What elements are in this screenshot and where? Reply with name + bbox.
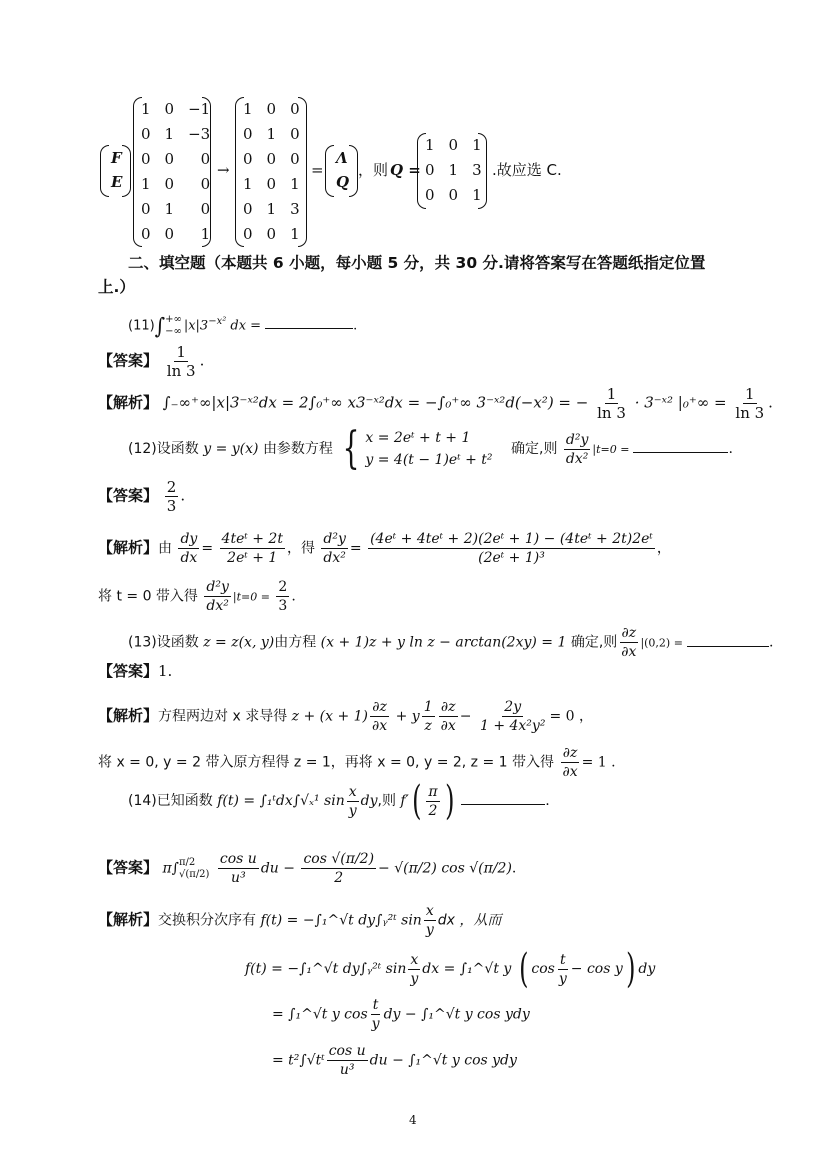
- q13-line2-den: ∂x: [562, 764, 578, 780]
- q11-solution: [98, 385, 773, 422]
- q14-line2-frac: [370, 996, 382, 1033]
- q14-sol-num: x: [425, 903, 434, 919]
- q11-integrand: |x|3: [183, 318, 209, 334]
- q-matrix-cell: 1: [472, 185, 482, 204]
- q12-d2-num: d²y: [323, 531, 346, 547]
- q12-dydx-den: dx: [180, 550, 198, 566]
- q12-sub-result: [276, 578, 289, 615]
- analysis-label: 【解析】: [98, 538, 159, 557]
- right-matrix-cell: 1: [266, 199, 277, 218]
- q14-line3-den: u³: [339, 1062, 355, 1078]
- q13-solution: [98, 698, 593, 735]
- q11-solution-end: .: [768, 393, 773, 412]
- q13-sol-p3: [439, 698, 458, 735]
- right-matrix-cell: 0: [266, 174, 277, 193]
- q12-d2: [321, 530, 347, 567]
- q12-rhs1-den: 2eᵗ + 1: [227, 550, 278, 566]
- q14-ans-pi: π∫: [162, 860, 179, 877]
- fe-letter-bottom: E: [111, 173, 123, 191]
- q-matrix-cell: 0: [448, 135, 459, 154]
- q11-sol-final-den: ln 3: [735, 404, 765, 422]
- right-matrix-cell: 0: [243, 224, 253, 243]
- q14-ans-up: π/2: [178, 856, 196, 868]
- q12-rhs1: [220, 530, 285, 567]
- left-matrix-cell: 0: [200, 174, 211, 193]
- left-matrix-cell: 0: [164, 174, 175, 193]
- right-matrix-cell: 0: [243, 199, 253, 218]
- analysis-label: 【解析】: [98, 706, 159, 725]
- left-paren-icon: (: [518, 946, 529, 992]
- q13-sol-p2: [422, 698, 435, 735]
- q13-sol-text: 方程两边对 x 求导得: [158, 708, 288, 725]
- q14-solution: [98, 902, 501, 939]
- q13-sol-p3-den: ∂x: [440, 718, 456, 734]
- q14-func: f(t) = ∫₁ᵗdx∫√ₓ¹ sin: [217, 793, 345, 809]
- q13-equation: (x + 1)z + y ln z − arctan(2xy) = 1: [320, 634, 567, 651]
- right-matrix-cell: 0: [243, 124, 253, 143]
- left-matrix-cell: 0: [141, 224, 151, 243]
- q11-answer-den: ln 3: [166, 362, 196, 380]
- q12-rhs1-num: 4teᵗ + 2t: [221, 531, 283, 547]
- q12-eval: |t=0 =: [592, 443, 630, 456]
- q11-end: .: [353, 318, 358, 334]
- q13-pd-num: ∂z: [621, 625, 637, 641]
- q13-eval: |(0,2) =: [640, 636, 683, 650]
- right-paren-icon: ): [444, 778, 455, 824]
- q11-sol-final-num: 1: [745, 385, 755, 403]
- q12-d2-den: dx²: [323, 550, 346, 566]
- q11-sol-frac-num: 1: [606, 385, 617, 403]
- q11-question: [128, 312, 357, 339]
- q14-sol-den: y: [425, 922, 434, 938]
- lambda-letter: Λ: [336, 149, 348, 167]
- analysis-label: 【解析】: [98, 393, 159, 412]
- q14-frac: [347, 783, 359, 820]
- q12-answer-num: 2: [166, 478, 177, 496]
- conclusion-text: .故应选 C.: [492, 161, 562, 179]
- q-matrix-cell: 1: [472, 135, 482, 154]
- right-matrix-cell: 1: [243, 99, 253, 118]
- q12-eq2: y = 4(t − 1)eᵗ + t²: [365, 452, 493, 468]
- q-matrix-cell: 3: [472, 160, 482, 179]
- left-matrix-cell: 0: [164, 99, 175, 118]
- q14-answer: [98, 850, 516, 887]
- q14-line1-tden: y: [558, 970, 567, 987]
- q12-end: .: [728, 441, 733, 457]
- q12-number: (12): [128, 441, 157, 457]
- q12-dydx-num: dy: [180, 531, 198, 547]
- q13-line2-num: ∂z: [562, 745, 578, 761]
- q14-line1-frac: [408, 951, 420, 988]
- q14-text2: ,则: [377, 793, 396, 809]
- q-label: Q =: [390, 161, 421, 179]
- q12-rhs2: [368, 530, 655, 567]
- left-matrix-cell: 0: [141, 199, 151, 218]
- q12-eq: =: [201, 540, 214, 557]
- q13-sol-p3-num: ∂z: [440, 699, 456, 715]
- q-matrix-cell: 1: [425, 135, 435, 154]
- q14-line1-a: f(t) = −∫₁^√t dy∫ᵧ²ᵗ sin: [245, 961, 407, 977]
- q14-ans-limits: [179, 857, 209, 881]
- q11-solution-expr: ∫₋∞⁺∞|x|3⁻ˣ²dx = 2∫₀⁺∞ x3⁻ˣ²dx = −∫₀⁺∞ 3⁻ˣ²d(−x²) = −: [162, 393, 589, 412]
- q14-sol-expr: f(t) = −∫₁^√t dy∫ᵧ²ᵗ sin: [260, 912, 422, 929]
- right-matrix-cell: 1: [243, 174, 253, 193]
- q14-sol-frac: [424, 902, 436, 939]
- integral-sign-icon: ∫: [154, 312, 166, 340]
- q13-sol-p1-num: ∂z: [372, 699, 387, 715]
- q12-sub-text: 将 t = 0 带入得: [98, 588, 198, 605]
- left-matrix-cell: 0: [141, 124, 151, 143]
- q14-arg-num: π: [428, 783, 438, 800]
- q14-line3-b: du − ∫₁^√t y cos ydy: [369, 1052, 517, 1069]
- q13-sol-p4: [478, 698, 547, 735]
- q12-text2: 由参数方程: [262, 441, 333, 457]
- q14-line3-num: cos u: [328, 1043, 366, 1059]
- q12-question: [128, 423, 733, 474]
- q14-question: [128, 778, 550, 824]
- q14-dy: dy: [360, 793, 378, 809]
- q13-sol-p4-num: 2y: [504, 699, 522, 715]
- q14-text1: 已知函数: [156, 793, 213, 809]
- left-matrix-cell: 0: [200, 149, 211, 168]
- q12-eq2-sign: =: [349, 540, 362, 557]
- q12-substitution: [98, 578, 296, 615]
- left-matrix-cell: −1: [188, 99, 211, 118]
- answer-label: 【答案】: [98, 858, 159, 877]
- q12-sub-res-num: 2: [278, 579, 288, 595]
- right-matrix-cell: 1: [266, 124, 277, 143]
- then-text: ，则: [358, 161, 389, 179]
- q12-answer-end: .: [180, 486, 186, 505]
- q12-deriv-num: d²y: [565, 431, 589, 448]
- q13-text2: 由方程: [274, 634, 317, 651]
- q12-sub-end: .: [291, 588, 296, 605]
- q14-frac-num: x: [348, 783, 357, 800]
- q12-func: y = y(x): [203, 441, 259, 457]
- q14-ans-minus: −: [378, 860, 390, 877]
- q14-line1-tnum: t: [559, 951, 566, 968]
- q12-rhs2-num: (4eᵗ + 4teᵗ + 2)(2eᵗ + 1) − (4teᵗ + 2t)2eᵗ: [370, 531, 653, 547]
- right-matrix-cell: 0: [266, 99, 277, 118]
- q14-ans-end: .: [511, 860, 517, 877]
- q14-ans-f1-num: cos u: [219, 851, 257, 867]
- q14-line1-num: x: [410, 951, 419, 968]
- q13-sol-p1-den: ∂x: [372, 718, 388, 734]
- q-matrix-close-paren: [478, 133, 487, 209]
- q12-answer-fraction: [165, 478, 179, 515]
- q14-line1-tfrac: [557, 951, 569, 988]
- right-matrix-cell: 0: [266, 224, 277, 243]
- q14-ans-f2: [301, 850, 376, 887]
- q11-answer-num: 1: [176, 343, 186, 361]
- left-matrix-cell: 0: [200, 199, 211, 218]
- q14-arg: [426, 783, 439, 820]
- q14-ans-f1: [218, 850, 259, 887]
- q13-pd: [619, 624, 638, 661]
- right-matrix: [236, 96, 307, 246]
- right-matrix-cell: 3: [290, 199, 300, 218]
- q13-text1: 设函数: [156, 634, 199, 651]
- right-matrix-cell: 1: [290, 224, 300, 243]
- q14-number: (14): [128, 793, 157, 809]
- right-matrix-cell: 0: [290, 99, 300, 118]
- q11-answer-blank: [265, 328, 353, 329]
- left-brace-icon: {: [342, 423, 360, 474]
- left-matrix-cell: 1: [141, 99, 151, 118]
- section-two-heading-line2: 上.）: [98, 278, 135, 296]
- q-label-letter: Q: [390, 161, 404, 179]
- q12-rhs2-den: (2eᵗ + 1)³: [478, 550, 545, 566]
- q14-sol-text: 交换积分次序有: [158, 912, 257, 929]
- q14-line3-a: = t²∫√tᵗ: [272, 1052, 325, 1069]
- lq-left-paren: [325, 145, 334, 197]
- q11-lower: −∞: [165, 325, 182, 337]
- left-matrix-cell: 1: [164, 199, 175, 218]
- right-matrix-cell: 0: [290, 124, 300, 143]
- q14-line1-den: y: [410, 970, 419, 987]
- q12-deriv: [564, 431, 590, 468]
- q14-derivation-line2: [272, 996, 530, 1033]
- q13-func: z = z(x, y): [203, 634, 275, 651]
- q13-sol-p2-num: 1: [423, 699, 433, 715]
- q11-limits: [165, 314, 182, 338]
- q12-sub-eval: |t=0 =: [232, 590, 270, 604]
- q13-sol-p1: [370, 698, 389, 735]
- q14-ans-f2-den: 2: [334, 870, 344, 886]
- q12-sub-res-den: 3: [278, 598, 288, 614]
- q14-arg-den: 2: [428, 802, 438, 819]
- right-paren-icon: ): [625, 946, 636, 992]
- left-matrix-cell: 0: [141, 149, 151, 168]
- q-matrix-cell: 0: [425, 185, 435, 204]
- q12-answer-blank: [633, 452, 728, 453]
- q-letter: Q: [336, 173, 350, 191]
- q11-sol-frac-den: ln 3: [597, 404, 626, 422]
- q14-ans-sqrt: √(π/2) cos √(π/2): [394, 860, 512, 877]
- right-matrix-close-paren: [298, 97, 307, 247]
- q-matrix-cell: 0: [425, 160, 435, 179]
- q13-line2-text: 将 x = 0, y = 2 带入原方程得 z = 1，再将 x = 0, y = 2, z = 1 带入得: [98, 754, 555, 771]
- q14-derivation-line3: [272, 1042, 517, 1079]
- q14-line2-a: = ∫₁^√t y cos: [272, 1006, 368, 1023]
- q12-text3: 确定,则: [511, 441, 558, 457]
- q12-eq1: x = 2eᵗ + t + 1: [365, 430, 471, 446]
- left-matrix-cell: 0: [164, 224, 175, 243]
- q12-parametric-system: [365, 427, 492, 471]
- fe-left-paren: [100, 145, 109, 197]
- q13-sol-part2: + y: [395, 708, 420, 725]
- q11-solution-frac: [595, 385, 628, 422]
- transform-arrow: →: [217, 161, 230, 179]
- q13-number: (13): [128, 634, 157, 651]
- q12-sep: ，得: [286, 540, 315, 557]
- q13-end: .: [768, 634, 774, 651]
- q13-sol-p2-den: z: [424, 718, 432, 734]
- q12-answer-den: 3: [166, 497, 177, 515]
- fe-right-paren: [122, 145, 131, 197]
- q-matrix-cell: 1: [448, 160, 459, 179]
- q12-sol-prefix: 由: [158, 540, 173, 557]
- left-matrix-cell: −3: [188, 124, 211, 143]
- q-matrix-cell: 0: [448, 185, 459, 204]
- q13-sol-part1: z + (x + 1): [291, 708, 369, 725]
- fe-letter-top: F: [111, 149, 122, 167]
- right-matrix-cell: 1: [290, 174, 300, 193]
- q14-ans-low: √(π/2): [178, 868, 210, 880]
- q11-answer-fraction: [165, 343, 198, 380]
- answer-label: 【答案】: [98, 662, 159, 680]
- q12-sub-den: dx²: [206, 598, 229, 614]
- q14-ans-du: du −: [260, 860, 295, 877]
- q14-line2-den: y: [371, 1016, 380, 1032]
- q12-solution: [98, 530, 671, 567]
- q14-line1-d: − cos y: [570, 961, 623, 977]
- right-matrix-cell: 0: [266, 149, 277, 168]
- q11-answer-end: .: [199, 351, 205, 370]
- q14-derivation-line1: [245, 946, 656, 992]
- q13-question: [128, 624, 773, 661]
- answer-label: 【答案】: [98, 486, 159, 505]
- answer-label: 【答案】: [98, 351, 159, 370]
- q11-answer: [98, 343, 204, 380]
- left-matrix-close-paren: [202, 97, 211, 247]
- q14-line1-c: cos: [531, 961, 555, 977]
- q12-dydx: [178, 530, 199, 567]
- right-matrix-cell: 0: [243, 149, 253, 168]
- q13-sol-minus: −: [459, 708, 472, 725]
- lq-right-paren: [349, 145, 358, 197]
- q11-dx: dx =: [230, 318, 262, 334]
- q13-text3: 确定,则: [570, 634, 618, 651]
- q13-sol-p4-den: 1 + 4x²y²: [479, 718, 546, 734]
- right-matrix-cell: 0: [290, 149, 300, 168]
- q13-line2-frac: [560, 744, 579, 781]
- q11-exponent: −x²: [208, 316, 227, 327]
- q13-solution-line2: [98, 744, 616, 781]
- q13-answer-blank: [687, 646, 769, 647]
- q14-line1-e: dy: [638, 961, 656, 977]
- q12-answer: [98, 478, 185, 515]
- q14-line3-frac: [327, 1042, 368, 1079]
- q14-fprime: f′: [400, 793, 409, 809]
- q12-deriv-den: dx²: [565, 450, 589, 467]
- left-matrix-cell: 0: [164, 149, 175, 168]
- q14-line2-b: dy − ∫₁^√t y cos ydy: [383, 1006, 530, 1023]
- q13-answer-value: 1.: [158, 662, 173, 680]
- page-number: 4: [409, 1113, 417, 1127]
- left-matrix-cell: 1: [164, 124, 175, 143]
- q14-frac-den: y: [348, 802, 357, 819]
- q12-rhs2-end: ，: [656, 540, 671, 557]
- section-two-heading-line1: 二、填空题（本题共 6 小题，每小题 5 分，共 30 分.请将答案写在答题纸指定位置: [128, 254, 706, 272]
- q14-ans-f1-den: u³: [231, 870, 246, 886]
- q14-end: .: [545, 793, 550, 809]
- q14-line1-b: dx = ∫₁^√t y: [422, 961, 512, 977]
- q14-sol-tail: dx ，从而: [437, 912, 502, 929]
- q13-pd-den: ∂x: [621, 644, 637, 660]
- q13-sol-end: = 0 ，: [549, 708, 593, 725]
- q14-answer-blank: [461, 804, 545, 805]
- q11-solution-final: [733, 385, 766, 422]
- q11-upper: +∞: [165, 313, 182, 325]
- q12-sub-deriv: [204, 578, 230, 615]
- analysis-label: 【解析】: [98, 910, 159, 929]
- left-matrix-cell: 1: [141, 174, 151, 193]
- left-matrix-cell: 1: [200, 224, 211, 243]
- q11-solution-tail: · 3⁻ˣ² |₀⁺∞ =: [634, 393, 727, 412]
- q14-line2-num: t: [372, 997, 379, 1013]
- q11-number: (11): [128, 318, 155, 334]
- left-paren-icon: (: [411, 778, 422, 824]
- q12-text1: 设函数: [156, 441, 199, 457]
- q13-answer: [98, 661, 172, 681]
- q12-sub-num: d²y: [206, 579, 229, 595]
- q13-line2-end: = 1 .: [581, 754, 616, 771]
- q14-ans-f2-num: cos √(π/2): [303, 851, 375, 867]
- equals-sign: =: [311, 161, 324, 179]
